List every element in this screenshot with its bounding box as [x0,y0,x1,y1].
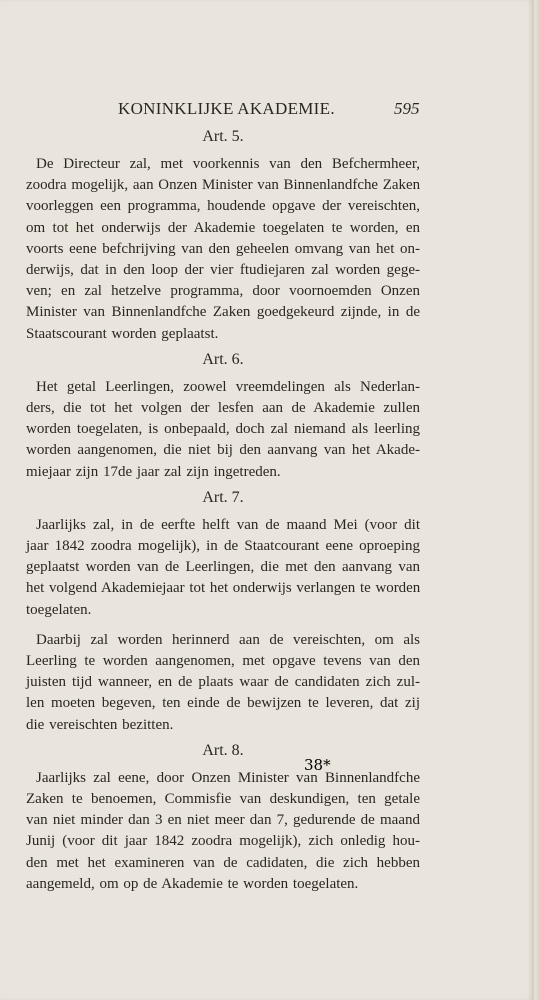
article-paragraph [26,154,420,345]
text-line: het volgend Akademiejaar tot het onderwijs verlangen te worden [26,580,421,597]
text-line: geplaatst worden van de Leerlingen, die met den aanvang van [26,559,420,576]
text-line: Leerling te worden aangenomen, met opgave tevens van den [26,653,420,670]
text-line: Het getal Leerlingen, zoowel vreemdelingen als Nederlan- [36,378,420,395]
text-line: die vereischten bezitten. [26,716,174,733]
article-paragraph [26,768,420,895]
text-line: worden aangenomen, die niet bij den aanvang van het Akade- [26,442,420,459]
text-line: De Directeur zal, met voorkennis van den Befchermheer, [36,156,420,172]
text-line: Minister van Binnenlandfche Zaken goedgekeurd zijnde, in de [26,304,420,321]
article-heading: Art. 5. [202,128,244,145]
text-line: ders, die tot het volgen der lesfen aan de Akademie zullen [26,400,420,417]
text-line: miejaar zijn 17de jaar zal zijn ingetreden. [26,463,281,480]
text-line: worden toegelaten, is onbepaald, doch zal niemand als leerling [26,421,420,438]
text-line: Jaarlijks zal, in de eerfte helft van de maand Mei (voor dit [36,516,420,533]
text-line: om tot het onderwijs der Akademie toegelaten te worden, en [26,219,420,236]
text-line: Junij (voor dit jaar 1842 zoodra mogelijk), zich onledig hou- [26,833,420,850]
article-paragraph [26,377,420,483]
page-number: 595 [394,99,420,118]
article-heading: Art. 8. [202,741,244,759]
article-paragraph [26,515,420,621]
article-paragraph [26,630,420,736]
article-heading: Art. 6. [202,350,244,368]
text-line: voorts eene befchrijving van den geheelen omvang van het on- [26,240,420,257]
text-line: van niet minder dan 3 en niet meer dan 7, gedurende de maand [26,812,420,829]
text-line: Staatscourant worden geplaatst. [26,325,219,342]
text-line: jaar 1842 zoodra mogelijk), in de Staatcourant eene oproeping [26,538,420,555]
text-line: voorleggen een programma, houdende opgave der vereischten, [26,198,420,215]
running-title: KONINKLIJKE AKADEMIE. [118,99,335,118]
text-line: zoodra mogelijk, aan Onzen Minister van Binnenlandfche Zaken [26,177,421,194]
article-heading: Art. 7. [202,488,244,506]
text-line: toegelaten. [26,601,92,618]
paragraph-gap [26,621,420,630]
text-line: aangemeld, om op de Akademie te worden toegelaten. [26,875,359,892]
text-line: derwijs, dat in den loop der vier ftudiejaren zal worden gege- [26,262,420,279]
signature-mark: 38* [304,756,331,774]
text-line: Jaarlijks zal eene, door Onzen Minister van Binnenlandfche [36,769,420,786]
page-header [26,96,420,122]
text-line: juisten tijd wanneer, en de plaats waar de candidaten zich zul- [26,674,420,691]
text-line: Daarbij zal worden herinnerd aan de vereischten, om als [36,631,420,648]
text-line: den met het examineren van de cadidaten, die zich hebben [26,854,420,871]
page-content [26,96,420,895]
text-line: ven; en zal hetzelve programma, door voornoemden Onzen [26,283,420,300]
page-edge [532,0,540,1000]
text-line: Zaken te benoemen, Commisfie van deskundigen, ten getale [26,791,420,808]
text-line: len moeten begeven, ten einde de bewijzen te leveren, dat zij [26,695,420,712]
articles [26,128,420,895]
